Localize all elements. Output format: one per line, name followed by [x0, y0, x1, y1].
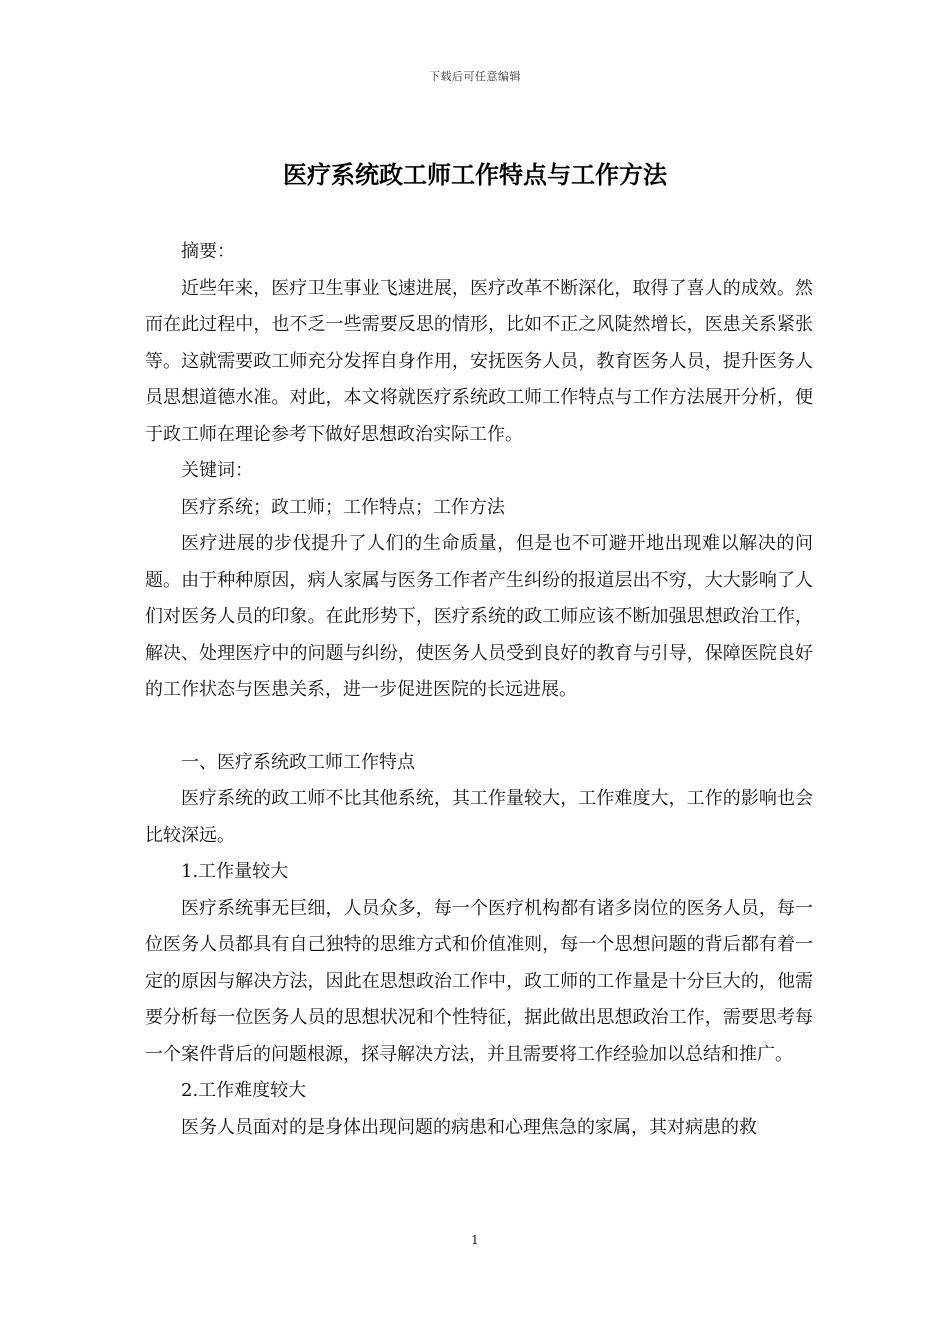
keywords-paragraph: 医疗系统；政工师；工作特点；工作方法 — [181, 496, 505, 518]
subsection-paragraph-1: 医疗系统事无巨细，人员众多，每一个医疗机构都有诸多岗位的医务人员，每一位医务人员都具有自己独特的思维方式和价值准则，每一个思想问题的背后都有着一定的原因与解决方法，因此在思想政治工作中，政工师的工作量是十分巨大的，他需要分析每一位医务人员的思想状况和个性特征，据此做出思想政治工作，需要思考每一个案件背后的问题根源，探寻解决方法，并且需要将工作经验加以总结和推广。 — [145, 897, 813, 1065]
abstract-paragraph: 近些年来，医疗卫生事业飞速进展，医疗改革不断深化，取得了喜人的成效。然而在此过程中，也不乏一些需要反思的情形，比如不正之风陡然增长，医患关系紧张等。这就需要政工师充分发挥自身作用，安抚医务人员，教育医务人员，提升医务人员思想道德水准。对此，本文将就医疗系统政工师工作特点与工作方法展开分析，便于政工师在理论参考下做好思想政治实际工作。 — [145, 277, 813, 445]
page-number: 1 — [471, 1233, 479, 1247]
section-heading-1: 一、医疗系统政工师工作特点 — [181, 751, 415, 773]
header-note: 下载后可任意编辑 — [429, 70, 521, 83]
abstract-label: 摘要： — [181, 241, 235, 262]
intro-paragraph: 医疗进展的步伐提升了人们的生命质量，但是也不可避开地出现难以解决的问题。由于种种原因，病人家属与医务工作者产生纠纷的报道层出不穷，大大影响了人们对医务人员的印象。在此形势下，医疗系统的政工师应该不断加强思想政治工作，解决、处理医疗中的问题与纠纷，使医务人员受到良好的教育与引导，保障医院良好的工作状态与医患关系，进一步促进医院的长远进展。 — [145, 533, 813, 700]
section-paragraph-1: 医疗系统的政工师不比其他系统，其工作量较大，工作难度大，工作的影响也会比较深远。 — [145, 788, 813, 846]
subsection-paragraph-2: 医务人员面对的是身体出现问题的病患和心理焦急的家属，其对病患的救 — [181, 1116, 757, 1138]
document-title: 医疗系统政工师工作特点与工作方法 — [283, 160, 667, 189]
document-body — [145, 234, 813, 1146]
keywords-label: 关键词： — [181, 460, 253, 481]
subsection-heading-2: 2.工作难度较大 — [181, 1080, 307, 1101]
subsection-heading-1: 1.工作量较大 — [181, 861, 289, 882]
